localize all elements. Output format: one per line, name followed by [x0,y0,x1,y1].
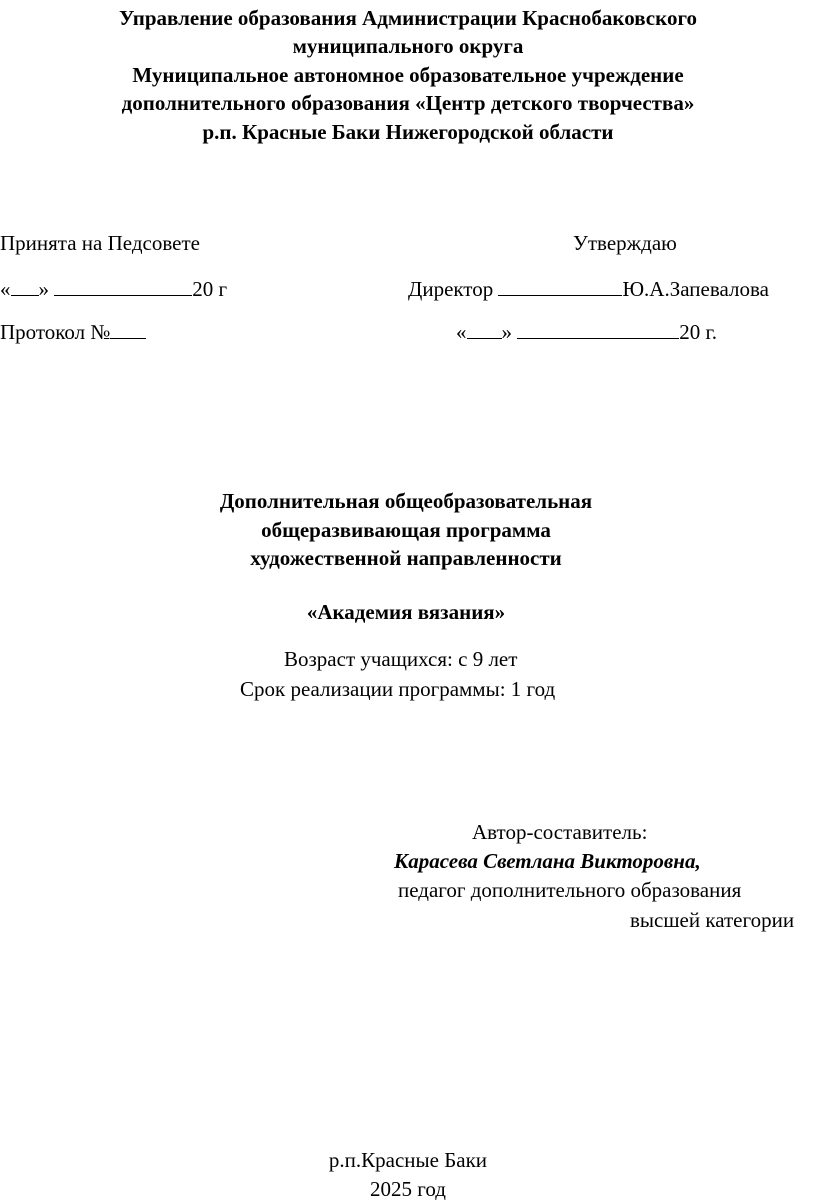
program-name: «Академия вязания» [306,600,506,624]
header-line-3: Муниципальное автономное образовательное учреждение [132,63,684,87]
header-line-2: муниципального округа [292,34,524,58]
program-title-line-1: Дополнительная общеобразовательная [219,489,593,513]
footer-place: р.п.Красные Баки [328,1148,488,1172]
program-duration: Срок реализации программы: 1 год [240,677,556,701]
day-blank [467,318,502,339]
quote-close: » [38,277,49,301]
approval-date [456,318,717,346]
director-label: Директор [408,277,494,301]
header-line-5: р.п. Красные Баки Нижегородской области [202,120,614,144]
author-label: Автор-составитель: [472,820,648,844]
protocol-number [0,318,146,346]
author-position: педагог дополнительного образования [398,878,742,902]
approval-year: 20 г. [679,320,717,344]
signature-blank [498,275,622,296]
program-title-line-3: художественной направленности [250,546,562,570]
council-date [0,275,227,303]
director-name: Ю.А.Запевалова [622,277,769,301]
author-name: Карасева Светлана Викторовна, [394,849,701,873]
footer-year: 2025 год [370,1177,446,1201]
student-age: Возраст учащихся: с 9 лет [284,647,518,671]
month-blank [517,318,679,339]
director-line [408,275,769,303]
month-blank [54,275,192,296]
program-title-line-2: общеразвивающая программа [261,518,551,542]
quote-open: « [456,320,467,344]
header-line-4: дополнительного образования «Центр детского творчества» [121,91,695,115]
approve-title: Утверждаю [573,231,677,255]
accepted-at-council: Принята на Педсовете [0,231,200,255]
protocol-blank [110,318,146,339]
quote-close: » [501,320,512,344]
header-line-1: Управление образования Администрации Краснобаковского [119,6,697,30]
protocol-label: Протокол № [0,320,111,344]
council-year: 20 г [192,277,228,301]
author-category: высшей категории [630,908,795,932]
quote-open: « [0,277,11,301]
day-blank [11,275,39,296]
